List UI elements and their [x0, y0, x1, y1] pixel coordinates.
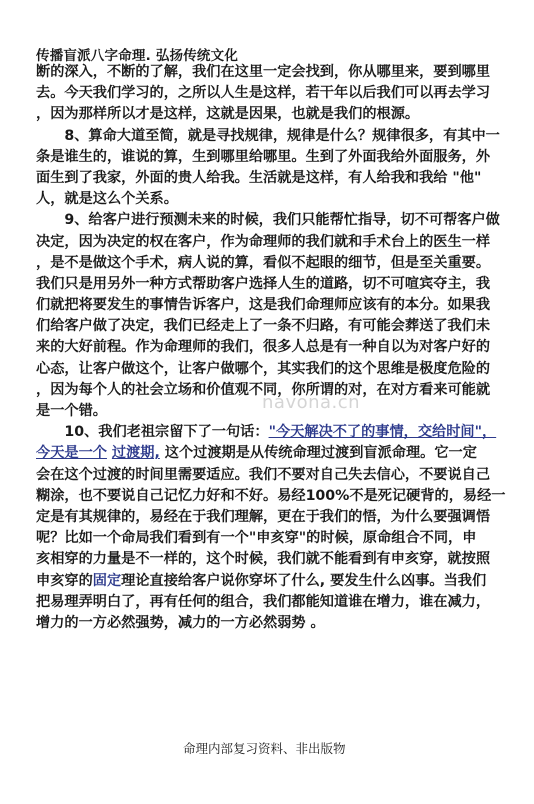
text-line: 是一个错。 — [36, 403, 107, 419]
text-line: ，因为每个人的社会立场和价值观不同，你所谓的对，在对方看来可能就 — [36, 381, 491, 398]
text-line — [36, 443, 504, 464]
text-line: 定是有其规律的，易经在于我们理解，更在于我们的悟，为什么要强调悟 — [36, 508, 491, 525]
page-header: 传播盲派八字命理. 弘扬传统文化 — [36, 48, 239, 64]
text-line: 亥相穿的力量是不一样的，这个时候，我们就不能看到有申亥穿，就按照 — [36, 551, 491, 568]
text-line: 呢？比如一个命局我们看到有一个"申亥穿"的时候，原命组合不同，申 — [36, 530, 477, 547]
paragraph-8-line: 8、算命大道至简，就是寻找规律，规律是什么？规律很多，有其中一 — [36, 127, 500, 144]
text-line: 断的深入，不断的了解，我们在这里一定会找到，你从哪里来，要到哪里 — [36, 64, 491, 80]
text-line: 们给客户做了决定，我们已经走上了一条不归路，有可能会葬送了我们未 — [36, 318, 491, 335]
text-line: 们就把将要发生的事情告诉客户，这是我们命理师应该有的本分。如果我 — [36, 297, 491, 314]
text-line: 我们只是用另外一种方式帮助客户选择人生的道路，切不可喧宾夺主，我 — [36, 275, 491, 292]
text-line: 去。今天我们学习的，之所以人生是这样，若干年以后我们可以再去学习 — [36, 85, 491, 102]
highlight-text: 今天是一个 — [36, 445, 107, 462]
text-line: ，因为那样所以才是这样，这就是因果，也就是我们的根源。 — [36, 106, 420, 123]
text-line: 决定，因为决定的权在客户，作为命理师的我们就和手术台上的医生一样 — [36, 233, 491, 250]
watermark: navona.cn — [262, 392, 361, 413]
highlight-text: 固定 — [92, 572, 122, 589]
text-line — [36, 571, 504, 592]
text-line: 会在这个过渡的时间里需要适应。我们不要对自己失去信心，不要说自己 — [36, 466, 491, 483]
text-line: 增力的一方必然强势，减力的一方必然弱势 。 — [36, 614, 325, 631]
text-line: 糊涂，也不要说自己记忆力好和不好。易经100%不是死记硬背的，易经一 — [36, 487, 506, 504]
page-footer: 命理内部复习资料、非出版物 — [183, 741, 346, 756]
text-line: ，是不是做这个手术，病人说的算，看似不起眼的细节，但是至关重要。 — [36, 254, 491, 271]
text-line: 来的大好前程。作为命理师的我们，很多人总是有一种自以为对客户好的 — [36, 339, 491, 356]
text-line: 条是谁生的，谁说的算，生到哪里给哪里。生到了外面我给外面服务，外 — [36, 148, 491, 165]
text-span: 这个过渡期是从传统命理过渡到盲派命理。它一定 — [159, 445, 477, 462]
paragraph-10-line — [36, 422, 504, 443]
text-span: 10、我们老祖宗留下了一句话： — [36, 424, 269, 441]
text-span: 申亥穿的 — [36, 572, 93, 589]
paragraph-9-line: 9、给客户进行预测未来的时候，我们只能帮忙指导，切不可帮客户做 — [36, 212, 500, 229]
highlight-text: 过渡期, — [111, 445, 160, 462]
text-line: 人，就是这么个关系。 — [36, 191, 178, 208]
text-line: 面生到了我家，外面的贵人给我。生活就是这样，有人给我和我给 "他" — [36, 169, 482, 186]
text-line: 心态，让客户做这个，让客户做哪个，其实我们的这个思维是极度危险的 — [36, 360, 491, 377]
text-line: 把易理弄明白了，再有任何的组合，我们都能知道谁在增力，谁在减力， — [36, 593, 491, 610]
text-span: 理论直接给客户说你穿坏了什么, 要发生什么凶事。当我们 — [121, 572, 487, 589]
quote-highlight: "今天解决不了的事情，交给时间"， — [268, 424, 497, 441]
document-body — [36, 62, 504, 634]
